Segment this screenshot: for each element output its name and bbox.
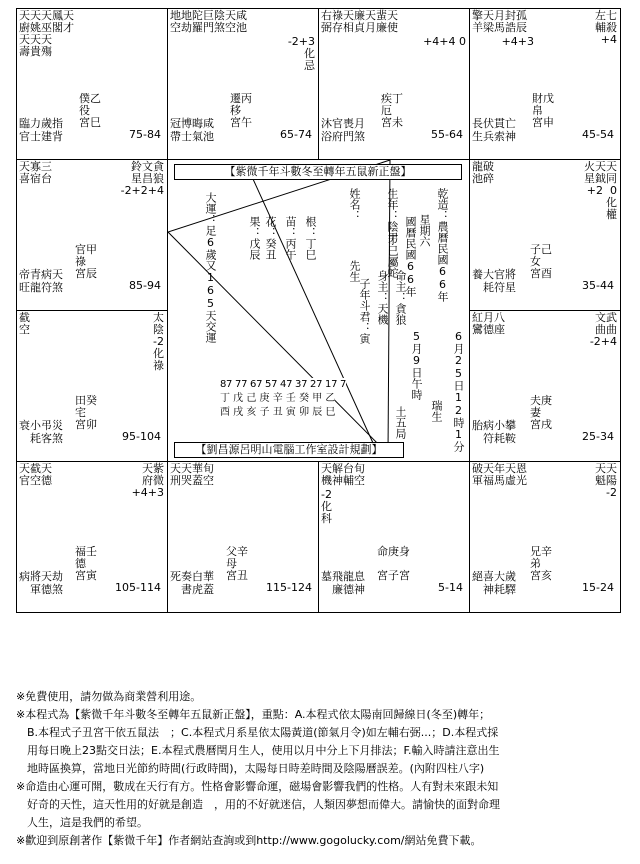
palace-stars: 破天年天恩 軍福馬虛光 xyxy=(472,462,527,487)
palace-mao xyxy=(16,310,168,462)
footer-notes xyxy=(16,688,626,850)
solar-date: 6月25日12時1分 xyxy=(452,330,465,452)
palace-chou xyxy=(167,461,319,613)
palace-branch: 父辛 母 宮丑 xyxy=(226,545,248,582)
note-line: B.本程式子丑宮干依五鼠法 ；C.本程式月系星依太陽黃道(節氣月令)如左輔右弼...；D.本程式採 xyxy=(16,726,499,739)
palace-branch: 福壬 德 宮寅 xyxy=(75,545,97,582)
gender: 生年：陰男 xyxy=(386,188,399,243)
palace-stars-right: 天天 魁陽 -2 xyxy=(595,462,617,499)
palace-branch: 子己 女 宮酉 xyxy=(530,243,552,280)
dayun-ages: 87 77 67 57 47 37 27 17 7 xyxy=(220,379,347,390)
palace-age: 25-34 xyxy=(582,430,614,443)
palace-branch: 田癸 宅 宮卯 xyxy=(75,394,97,431)
pillar-guo: 果：戊辰 xyxy=(248,216,261,260)
palace-spirits: 冠博晦咸 帶士氣池 xyxy=(170,117,214,143)
palace-stars-right: 鈴文貪 星昌狼 -2+2+4 xyxy=(120,160,164,197)
palace-age: 65-74 xyxy=(280,128,312,141)
chart-center xyxy=(167,159,470,462)
palace-spirits: 長伏貫亡 生兵索神 xyxy=(472,117,516,143)
palace-shen xyxy=(469,8,621,160)
pillar-hua: 花：癸丑 xyxy=(264,216,277,260)
note-line: ※命造由心運可開，數成在天行有方。性格會影響命運，磁場會影響我們的性格。人有對未來跟未知 xyxy=(16,780,499,793)
palace-spirits: 臨力歲指 官士建背 xyxy=(19,117,63,143)
palace-age: 85-94 xyxy=(129,279,161,292)
dayun-stems: 丁 戊 己 庚 辛 壬 癸 甲 乙 xyxy=(220,393,336,404)
pillar-miao: 苗：丙午 xyxy=(284,216,297,260)
palace-stars-right: -2 化 科 xyxy=(321,488,332,525)
palace-stars-right: -2+3 化 忌 xyxy=(287,35,315,72)
palace-branch: 官甲 祿 宮辰 xyxy=(75,243,97,280)
name-suffix: 先生 xyxy=(348,260,361,282)
pillar-gen: 根：丁巳 xyxy=(304,216,317,260)
note-line: 用每日晚上23點交日法；E.本程式農曆閏月生人，使用以月中分上下月排法；F.輸入時請注意出生 xyxy=(16,744,500,757)
dayun: 大運：足6歲又165天交運 xyxy=(204,192,217,343)
palace-stars: 天截天 官空德 xyxy=(19,462,52,487)
solar-year: 國曆民國66年 xyxy=(404,216,417,297)
ziwei-chart xyxy=(16,8,621,613)
palace-stars-right: +4+3 xyxy=(501,35,534,48)
palace-age: 105-114 xyxy=(115,581,161,594)
palace-branch: 疾丁 厄 宮未 xyxy=(381,92,403,129)
palace-xu xyxy=(469,310,621,462)
palace-branch: 遷丙 移 宮午 xyxy=(230,92,252,129)
palace-spirits: 墓飛龍息 廉德神 xyxy=(321,570,365,596)
palace-spirits: 衰小弔災 耗客煞 xyxy=(19,419,63,445)
dayun-branches: 酉 戌 亥 子 丑 寅 卯 辰 巳 xyxy=(220,407,336,418)
palace-spirits: 絕喜大歲 神耗驛 xyxy=(472,570,516,596)
palace-si xyxy=(16,8,168,160)
palace-stars-right: +4+4 0 xyxy=(423,35,466,48)
ming-zhu: 命主：貪狼 xyxy=(394,270,407,325)
palace-stars-right: 太 陰 -2 化 祿 xyxy=(153,311,164,372)
palace-spirits: 養大官將 耗符星 xyxy=(472,268,516,294)
ruizhi: 瑞生 xyxy=(430,400,443,422)
palace-wu xyxy=(167,8,319,160)
palace-stars: 龍破 池碎 xyxy=(472,160,494,185)
palace-spirits: 帝青病天 旺龍符煞 xyxy=(19,268,63,294)
palace-age: 15-24 xyxy=(582,581,614,594)
palace-branch: 財戊 帛 宮申 xyxy=(532,92,554,129)
palace-spirits: 死奏白華 書虎蓋 xyxy=(170,570,214,596)
palace-stars: 右祿天廉天蜚天 弼存相貞月廉使 xyxy=(321,9,398,34)
palace-spirits: 沐官喪月 浴府門煞 xyxy=(321,117,365,143)
palace-age: 75-84 xyxy=(129,128,161,141)
nayin: 丁巳屬蛇 xyxy=(386,234,399,278)
palace-stars: 截 空 xyxy=(19,311,30,336)
palace-branch: 兄辛 弟 宮亥 xyxy=(530,545,552,582)
palace-age: 35-44 xyxy=(582,279,614,292)
palace-stars: 天天華旬 刑哭蓋空 xyxy=(170,462,214,487)
note-line: 人生，這是我們的希望。 xyxy=(16,816,148,829)
note-line: 好奇的天性，這天性用的好就是創造 ，用的不好就迷信，人類因夢想而偉大。請愉快的面對命理 xyxy=(16,798,500,811)
palace-chen xyxy=(16,159,168,311)
palace-age: 55-64 xyxy=(431,128,463,141)
banner-top: 【紫微千年斗數冬至轉年五鼠新正盤】 xyxy=(174,164,462,180)
banner-bottom: 【劉昌源呂明山電腦工作室設計規劃】 xyxy=(174,442,404,458)
palace-wei xyxy=(318,8,470,160)
palace-stars-right-2: 左七 輔殺 +4 xyxy=(595,9,617,46)
name-label: 姓名： xyxy=(348,188,361,221)
palace-hai xyxy=(469,461,621,613)
zidou: 子年斗君：寅 xyxy=(358,278,371,344)
note-line: ※本程式為【紫微千年斗數冬至轉年五鼠新正盤】，重點：A.本程式依太陽南回歸線日(冬至)轉年； xyxy=(16,708,491,721)
palace-age: 115-124 xyxy=(266,581,312,594)
note-line: 地時區換算，當地日光節約時間(行政時間)，太陽每日時差時間及陰陽曆誤差。(內附四柱八字) xyxy=(16,762,485,775)
palace-stars: 紅月八 鸞德座 xyxy=(472,311,505,336)
note-line: ※歡迎到原創著作【紫微千年】作者網站查詢或到http://www.gogolucky.com/網站免費下載。 xyxy=(16,834,482,847)
element-ju: 土五局 xyxy=(394,406,407,439)
palace-branch: 命庚身 宮子宮 xyxy=(377,545,410,582)
palace-age: 45-54 xyxy=(582,128,614,141)
palace-stars-right: 文武 曲曲 -2+4 xyxy=(589,311,617,348)
palace-stars: 天寡三 喜宿台 xyxy=(19,160,52,185)
lunar-date: 5月9日午時 xyxy=(410,330,423,400)
palace-branch: 僕乙 役 宮巳 xyxy=(79,92,101,129)
palace-stars: 天天天鳳天 廚姚巫閣才 天天天 壽貴殤 xyxy=(19,9,74,58)
palace-stars: 地地陀巨陰天咸 空劫羅門煞空池 xyxy=(170,9,247,34)
palace-age: 5-14 xyxy=(438,581,463,594)
palace-you xyxy=(469,159,621,311)
palace-branch: 夫庚 妻 宮戌 xyxy=(530,394,552,431)
palace-stars: 擎天月封孤 羊梁馬誥辰 xyxy=(472,9,527,34)
palace-stars-right: 天紫 府微 +4+3 xyxy=(131,462,164,499)
note-line: ※免費使用，請勿做為商業營利用途。 xyxy=(16,690,202,703)
palace-yin xyxy=(16,461,168,613)
shen-zhu: 身主：天機 xyxy=(376,270,389,325)
palace-stars: 天解台旬 機神輔空 xyxy=(321,462,365,487)
palace-age: 95-104 xyxy=(122,430,161,443)
week: 星期六 xyxy=(418,214,431,247)
palace-stars-right: 火天天 星鉞同 +2 0 化 權 xyxy=(584,160,617,221)
palace-spirits: 胎病小攀 符耗鞍 xyxy=(472,419,516,445)
calendar: 乾造：農曆民國66年 xyxy=(436,188,449,302)
palace-zi xyxy=(318,461,470,613)
palace-spirits: 病將天劫 軍德煞 xyxy=(19,570,63,596)
